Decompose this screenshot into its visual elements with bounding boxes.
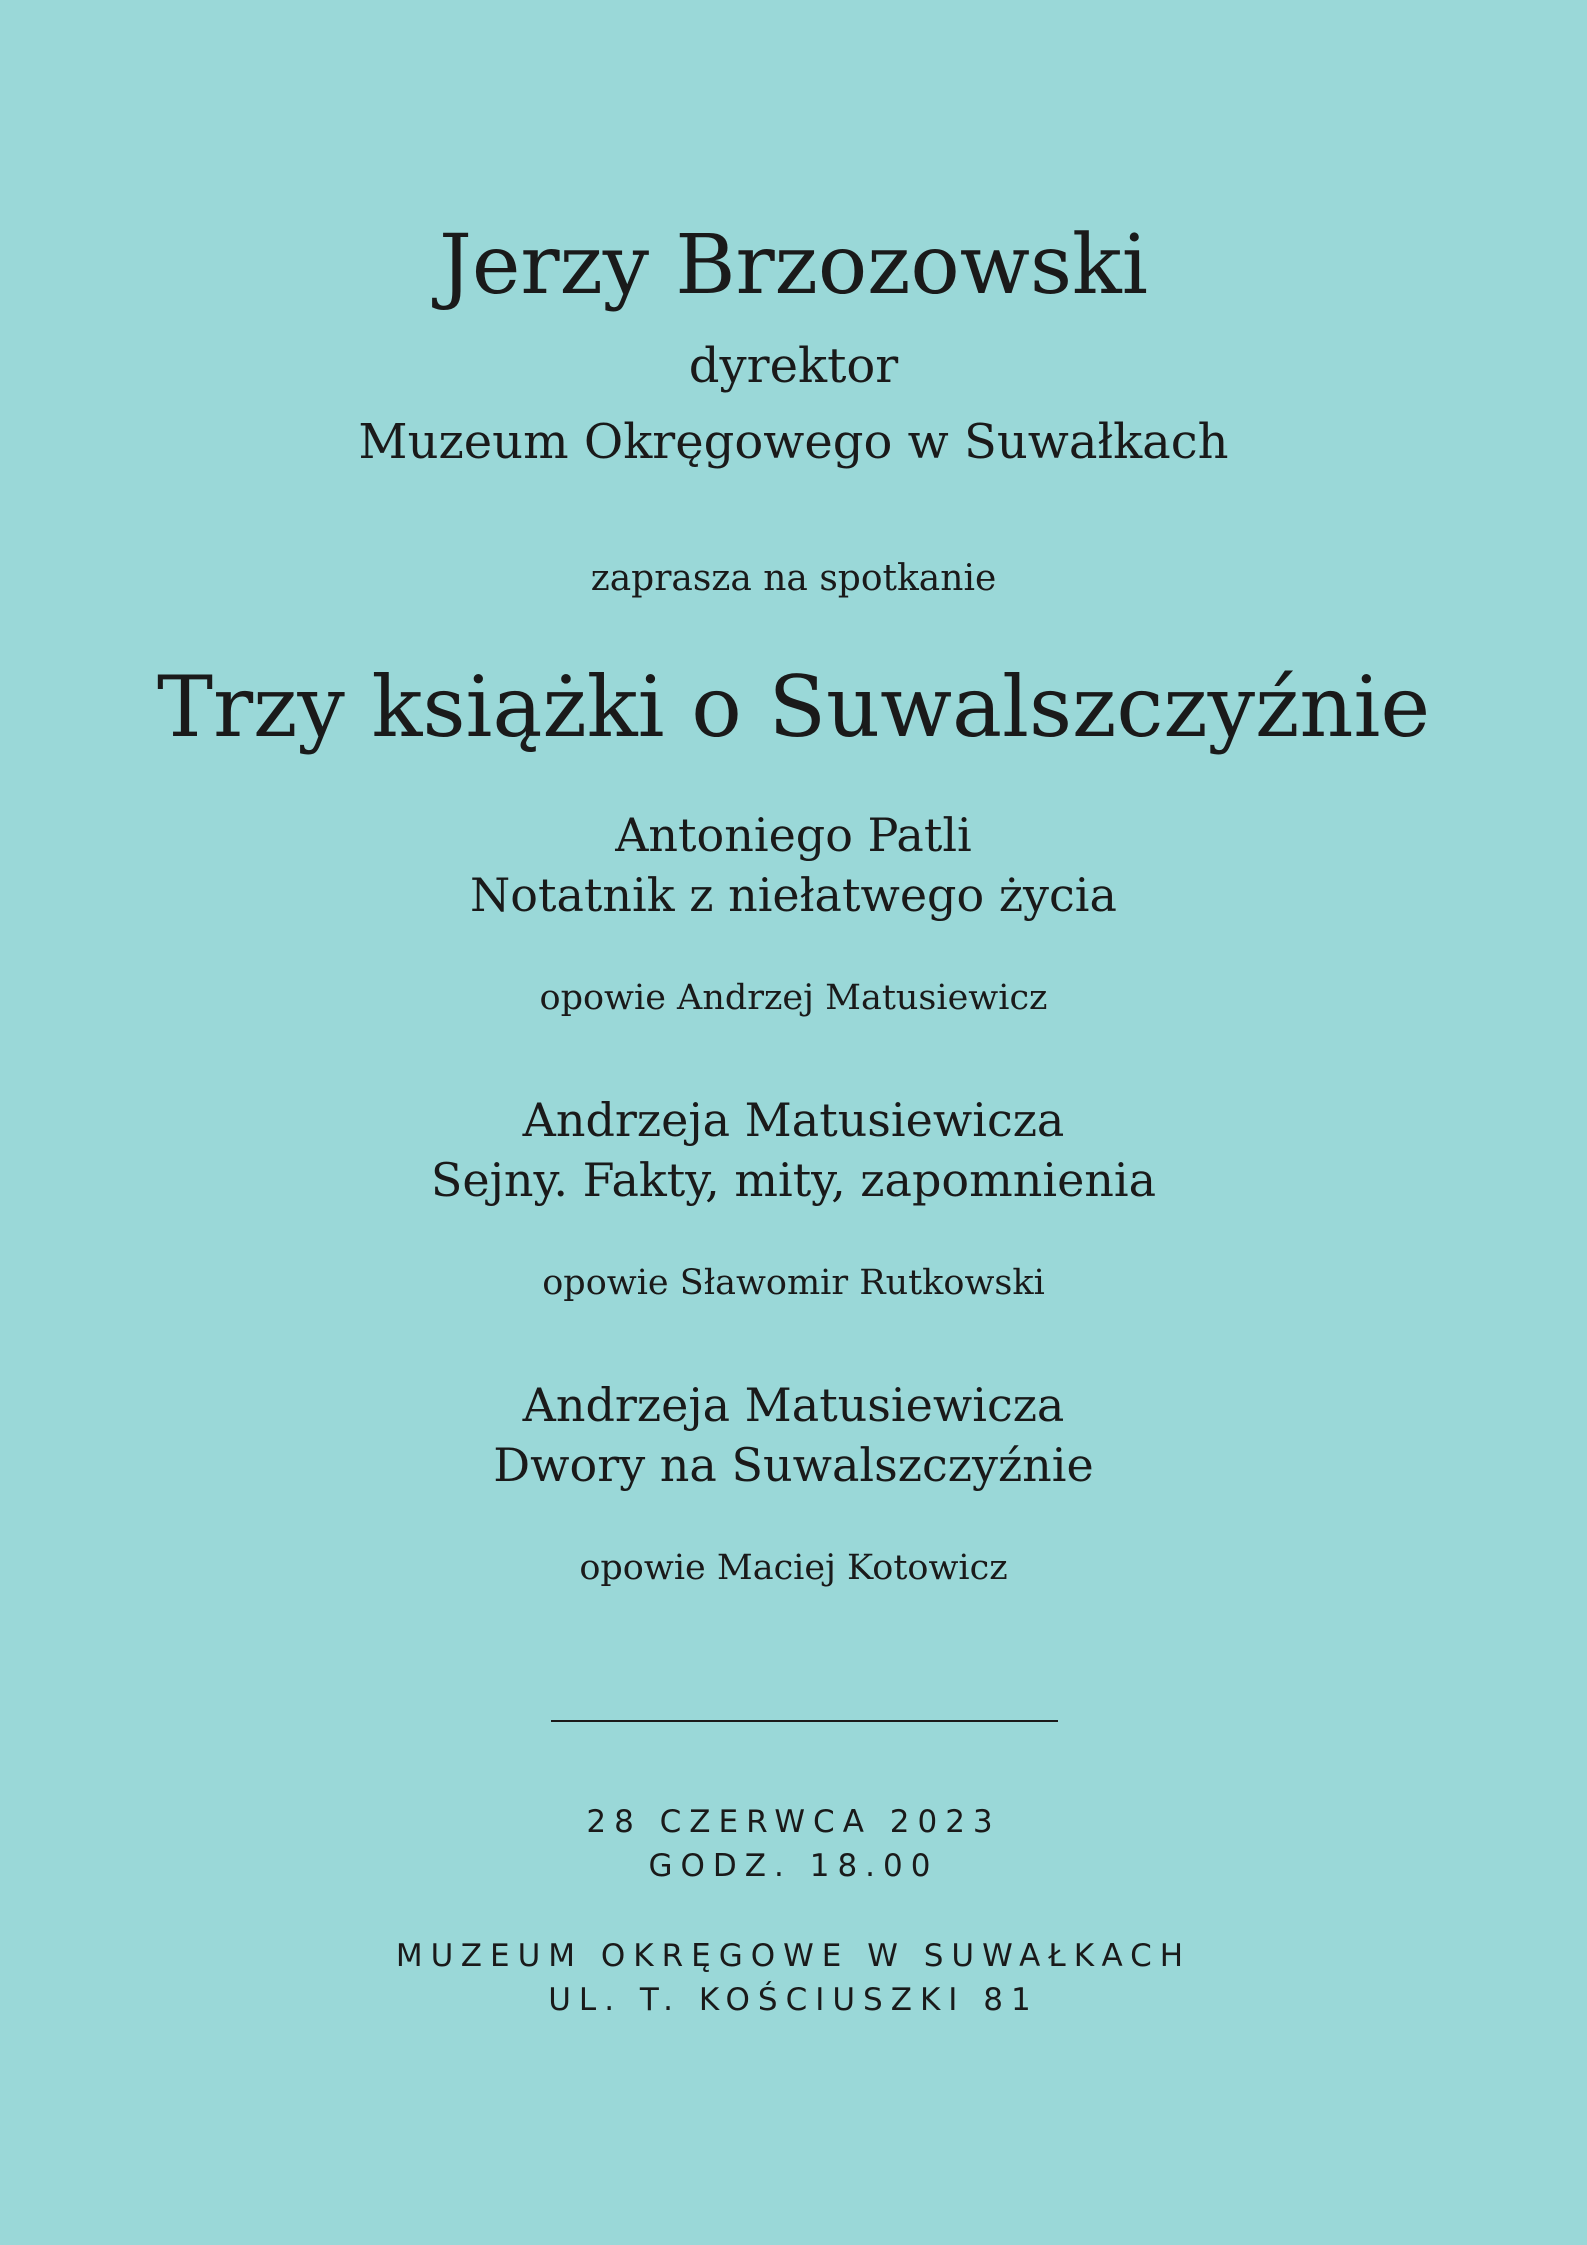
host-institution: Muzeum Okręgowego w Suwałkach: [358, 414, 1229, 470]
book-title: Sejny. Fakty, mity, zapomnienia: [430, 1153, 1157, 1207]
invitation-text: zaprasza na spotkanie: [590, 558, 997, 599]
host-name: Jerzy Brzozowski: [439, 218, 1148, 313]
book-author: Andrzeja Matusiewicza: [522, 1093, 1065, 1147]
host-role: dyrektor: [688, 338, 899, 394]
book-title: Notatnik z niełatwego życia: [470, 868, 1117, 922]
event-venue: MUZEUM OKRĘGOWE W SUWAŁKACH: [395, 1938, 1192, 1974]
book-author: Andrzeja Matusiewicza: [522, 1378, 1065, 1432]
book-presenter: opowie Sławomir Rutkowski: [542, 1263, 1045, 1303]
book-presenter: opowie Andrzej Matusiewicz: [539, 978, 1048, 1018]
event-title: Trzy książki o Suwalszczyźnie: [156, 658, 1431, 756]
book-title: Dwory na Suwalszczyźnie: [493, 1438, 1094, 1492]
book-author: Antoniego Patli: [615, 808, 972, 862]
event-address: UL. T. KOŚCIUSZKI 81: [548, 1982, 1039, 2018]
book-presenter: opowie Maciej Kotowicz: [579, 1548, 1008, 1588]
event-time: GODZ. 18.00: [648, 1848, 939, 1884]
divider: [551, 1720, 1058, 1722]
event-date: 28 CZERWCA 2023: [586, 1804, 1001, 1840]
